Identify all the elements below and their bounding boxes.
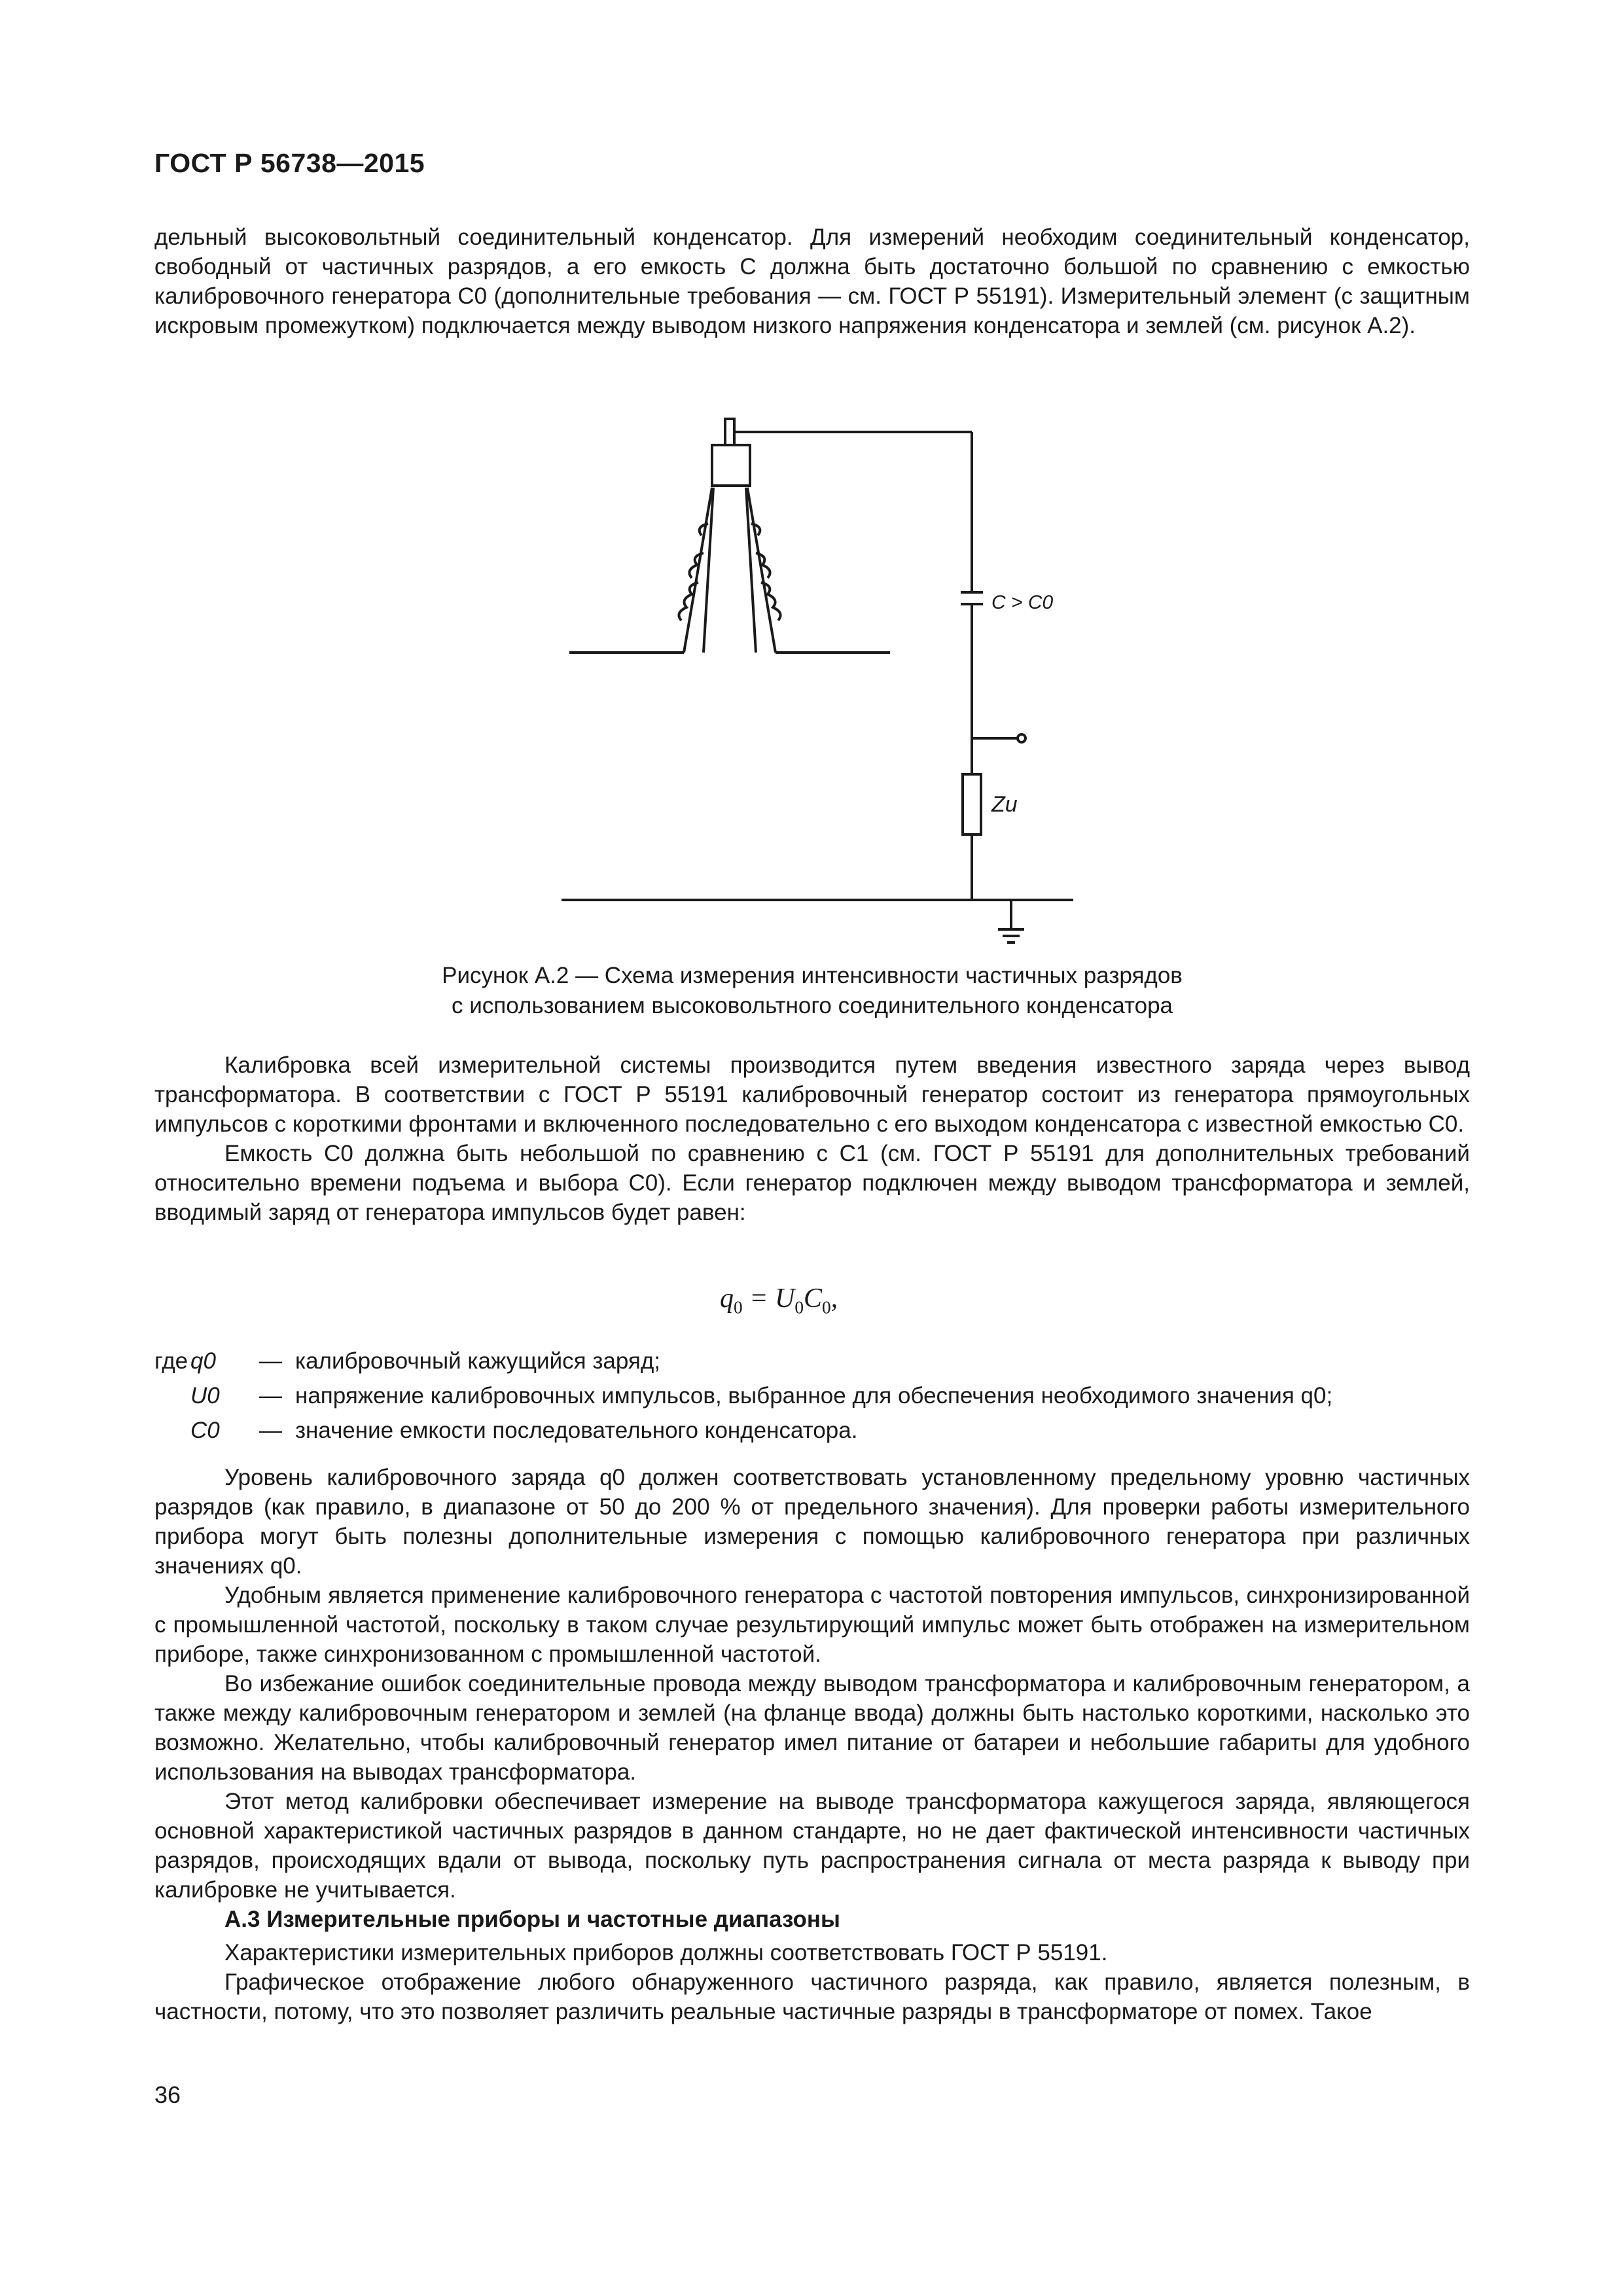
legend-text: калибровочный кажущийся заряд; [295,1348,661,1374]
legend-dash: — [259,1348,282,1374]
formula-rhs-u: U [775,1283,795,1314]
figure-caption-line-1: Рисунок А.2 — Схема измерения интенсивности частичных разрядов [442,963,1183,988]
figure-caption-line-2: с использованием высоковольтного соединительного конденсатора [451,993,1173,1018]
capacitor-label: C > C0 [991,592,1054,613]
paragraph-instruments: Характеристики измерительных приборов должны соответствовать ГОСТ Р 55191. [224,1940,1108,1965]
intro-paragraph: дельный высоковольтный соединительный конденсатор. Для измерений необходим соединительный конденсатор, свободный от частичных разрядов, а его емкость C должна быть достаточно большой по сравнению с емкостью калибровочного генератора C0 (дополнительные требования — см. ГОСТ Р 55191). Измерительный элемент (с защитным искровым промежутком) подключается между выводом низкого напряжения конденсатора и землей (см. рисунок А.2). [154,224,1470,338]
impedance-label: Zи [991,792,1018,817]
legend-text: напряжение калибровочных импульсов, выбранное для обеспечения необходимого значения q0; [295,1383,1333,1408]
legend-dash: — [259,1383,282,1408]
paragraph-graphic-display: Графическое отображение любого обнаруженного частичного разряда, как правило, является полезным, в частности, потому, что это позволяет различить реальные частичные разряды в трансформаторе от помех. Такое [154,1969,1470,2024]
bushing-body [684,488,776,653]
legend-symbol: U0 [190,1383,220,1408]
legend-dash: — [259,1418,282,1443]
legend-symbol: q0 [190,1348,216,1374]
legend-text: значение емкости последовательного конденсатора. [295,1418,858,1443]
paragraph-sync-generator: Удобным является применение калибровочного генератора с частотой повторения импульсов, синхронизированной с промышленной частотой, поскольку в таком случае результирующий импульс может быть отображен на измерительном приборе, также синхронизованном с промышленной частотой. [154,1583,1470,1667]
legend-where: где [154,1348,188,1374]
formula-rhs-c: C [804,1283,823,1314]
figure-caption [154,961,1470,1021]
formula-lhs: q [720,1283,734,1314]
charge-formula [720,1283,838,1318]
paragraph-calibration: Калибровка всей измерительной системы производится путем введения известного заряда через вывод трансформатора. В соответствии с ГОСТ Р 55191 калибровочный генератор состоит из генератора прямоугольных импульсов с короткими фронтами и включенного последовательно с его выходом конденсатора с известной емкостью C0. [154,1052,1470,1137]
output-terminal [1018,734,1026,742]
legend-symbol: C0 [190,1418,220,1443]
calibration-level-paragraphs [154,1463,1470,2026]
formula-lhs-sub: 0 [734,1297,743,1318]
document-header-title: ГОСТ Р 56738—2015 [154,148,425,178]
formula-rhs-u-sub: 0 [794,1297,804,1318]
paragraph-charge-level: Уровень калибровочного заряда q0 должен соответствовать установленному предельному уровню частичных разрядов (как правило, в диапазоне от 50 до 200 % от предельного значения). Для проверки работы измерительного прибора могут быть полезны дополнительные измерения с помощью калибровочного генератора при различных значениях q0. [154,1465,1470,1579]
paragraph-method: Этот метод калибровки обеспечивает измерение на выводе трансформатора кажущегося заряда, являющегося основной характеристикой частичных разрядов в данном стандарте, но не дает фактической интенсивности частичных разрядов, происходящих вдали от вывода, поскольку путь распространения сигнала от места разряда к выводу при калибровке не учитывается. [154,1789,1470,1903]
formula-comma: , [830,1283,838,1314]
bushing-terminal-box [712,445,750,486]
page-number: 36 [154,2081,181,2108]
paragraph-capacitance: Емкость C0 должна быть небольшой по сравнению с C1 (см. ГОСТ Р 55191 для дополнительных требований относительно времени подъема и выбора C0). Если генератор подключен между выводом трансформатора и землей, вводимый заряд от генератора импульсов будет равен: [154,1141,1470,1225]
figure-a2-circuit-diagram [0,0,1623,956]
section-heading-a3: А.3 Измерительные приборы и частотные диапазоны [224,1907,840,1932]
formula-equals: = [749,1283,768,1314]
paragraph-wiring: Во избежание ошибок соединительные провода между выводом трансформатора и калибровочным генератором, а также между калибровочным генератором и землей (на фланце ввода) должны быть настолько короткими, насколько это возможно. Желательно, чтобы калибровочный генератор имел питание от батареи и небольшие габариты для удобного использования на выводах трансформатора. [154,1671,1470,1785]
bushing-terminal-stud [725,419,734,445]
formula-rhs-c-sub: 0 [822,1297,831,1318]
measuring-impedance [963,774,981,834]
calibration-paragraphs [154,1050,1470,1227]
